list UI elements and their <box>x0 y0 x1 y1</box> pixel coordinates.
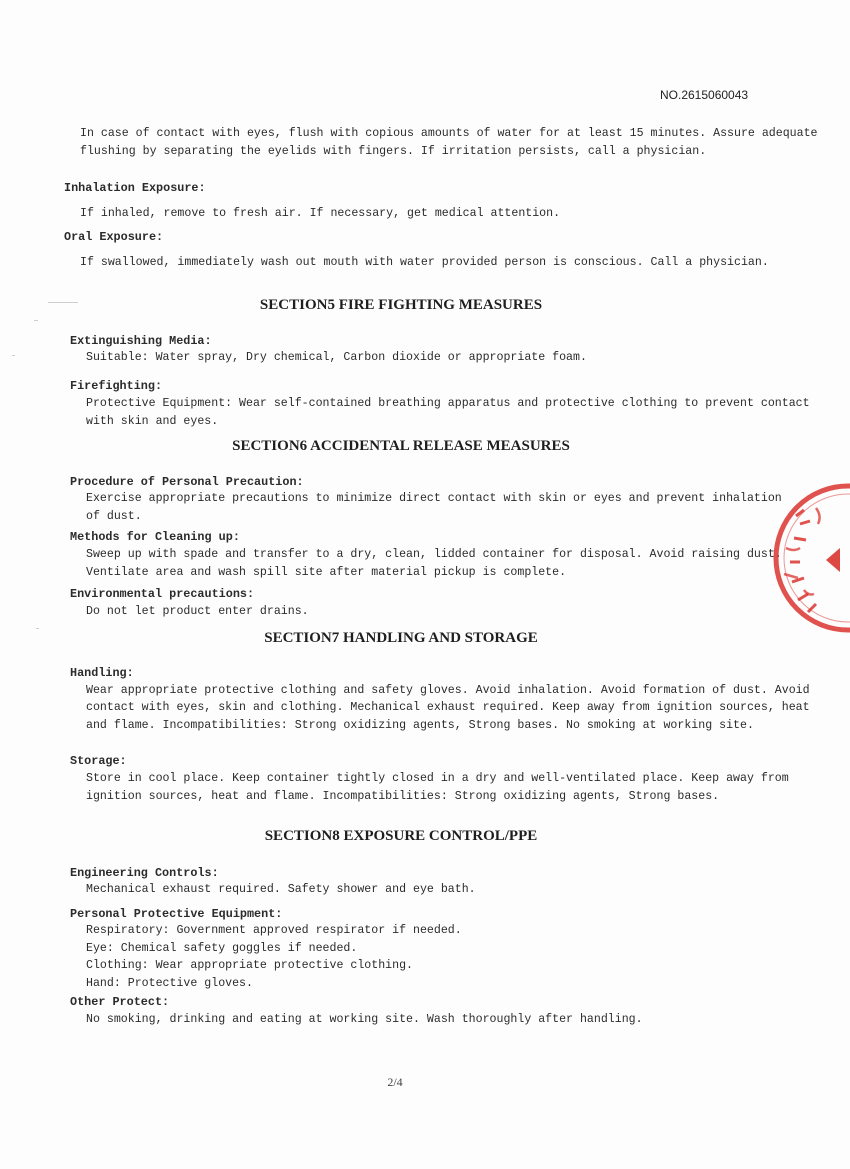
handling-label: Handling: <box>70 666 134 680</box>
scan-speck <box>34 320 38 321</box>
storage-line-2: ignition sources, heat and flame. Incompatibilities: Strong oxidizing agents, Strong bases. <box>86 790 720 803</box>
scan-speck <box>36 628 39 629</box>
ppe-line-3: Clothing: Wear appropriate protective clothing. <box>86 959 413 972</box>
ppe-line-1: Respiratory: Government approved respirator if needed. <box>86 924 462 937</box>
document-number: NO.2615060043 <box>660 88 749 102</box>
eye-contact-line-2: flushing by separating the eyelids with fingers. If irritation persists, call a physician. <box>80 145 707 158</box>
firefighting-line-2: with skin and eyes. <box>86 415 219 428</box>
storage-line-1: Store in cool place. Keep container tightly closed in a dry and well-ventilated place. Keep away from <box>86 772 789 785</box>
cleaning-line-1: Sweep up with spade and transfer to a dry, clean, lidded container for disposal. Avoid raising dust. <box>86 548 782 561</box>
engineering-line-1: Mechanical exhaust required. Safety shower and eye bath. <box>86 883 476 896</box>
precaution-label: Procedure of Personal Precaution: <box>70 475 304 489</box>
firefighting-line-1: Protective Equipment: Wear self-contained breathing apparatus and protective clothing to prevent contact <box>86 397 810 410</box>
eye-contact-line-1: In case of contact with eyes, flush with copious amounts of water for at least 15 minutes. Assure adequate <box>80 127 818 140</box>
ppe-line-2: Eye: Chemical safety goggles if needed. <box>86 942 358 955</box>
environmental-line-1: Do not let product enter drains. <box>86 605 309 618</box>
ppe-line-4: Hand: Protective gloves. <box>86 977 253 990</box>
section5-title: SECTION5 FIRE FIGHTING MEASURES <box>259 297 543 313</box>
ppe-label: Personal Protective Equipment: <box>70 907 283 921</box>
scan-speck <box>12 355 15 356</box>
inhalation-label: Inhalation Exposure: <box>64 181 206 195</box>
storage-label: Storage: <box>70 754 127 768</box>
extinguishing-label: Extinguishing Media: <box>70 334 212 348</box>
oral-line-1: If swallowed, immediately wash out mouth with water provided person is conscious. Call a physician. <box>80 256 769 269</box>
other-protect-label: Other Protect: <box>70 995 170 1009</box>
section7-title: SECTION7 HANDLING AND STORAGE <box>264 630 538 646</box>
other-protect-line-1: No smoking, drinking and eating at working site. Wash thoroughly after handling. <box>86 1013 643 1026</box>
page-number: 2/4 <box>387 1075 403 1089</box>
extinguishing-line-1: Suitable: Water spray, Dry chemical, Carbon dioxide or appropriate foam. <box>86 351 587 364</box>
firefighting-label: Firefighting: <box>70 379 163 393</box>
oral-label: Oral Exposure: <box>64 230 164 244</box>
cleaning-line-2: Ventilate area and wash spill site after material pickup is complete. <box>86 566 567 579</box>
section8-title: SECTION8 EXPOSURE CONTROL/PPE <box>264 828 538 844</box>
environmental-label: Environmental precautions: <box>70 587 255 601</box>
section6-title: SECTION6 ACCIDENTAL RELEASE MEASURES <box>232 438 570 454</box>
cleaning-label: Methods for Cleaning up: <box>70 530 240 544</box>
handling-line-1: Wear appropriate protective clothing and safety gloves. Avoid inhalation. Avoid formation of dust. Avoid <box>86 684 810 697</box>
precaution-line-2: of dust. <box>86 510 142 523</box>
handling-line-2: contact with eyes, skin and clothing. Mechanical exhaust required. Keep away from ignition sources, heat <box>86 701 810 714</box>
precaution-line-1: Exercise appropriate precautions to minimize direct contact with skin or eyes and prevent inhalation <box>86 492 782 505</box>
scan-speck <box>48 302 78 303</box>
company-seal-stamp <box>766 478 850 644</box>
engineering-label: Engineering Controls: <box>70 866 219 880</box>
inhalation-line-1: If inhaled, remove to fresh air. If necessary, get medical attention. <box>80 207 561 220</box>
handling-line-3: and flame. Incompatibilities: Strong oxidizing agents, Strong bases. No smoking at working site. <box>86 719 754 732</box>
